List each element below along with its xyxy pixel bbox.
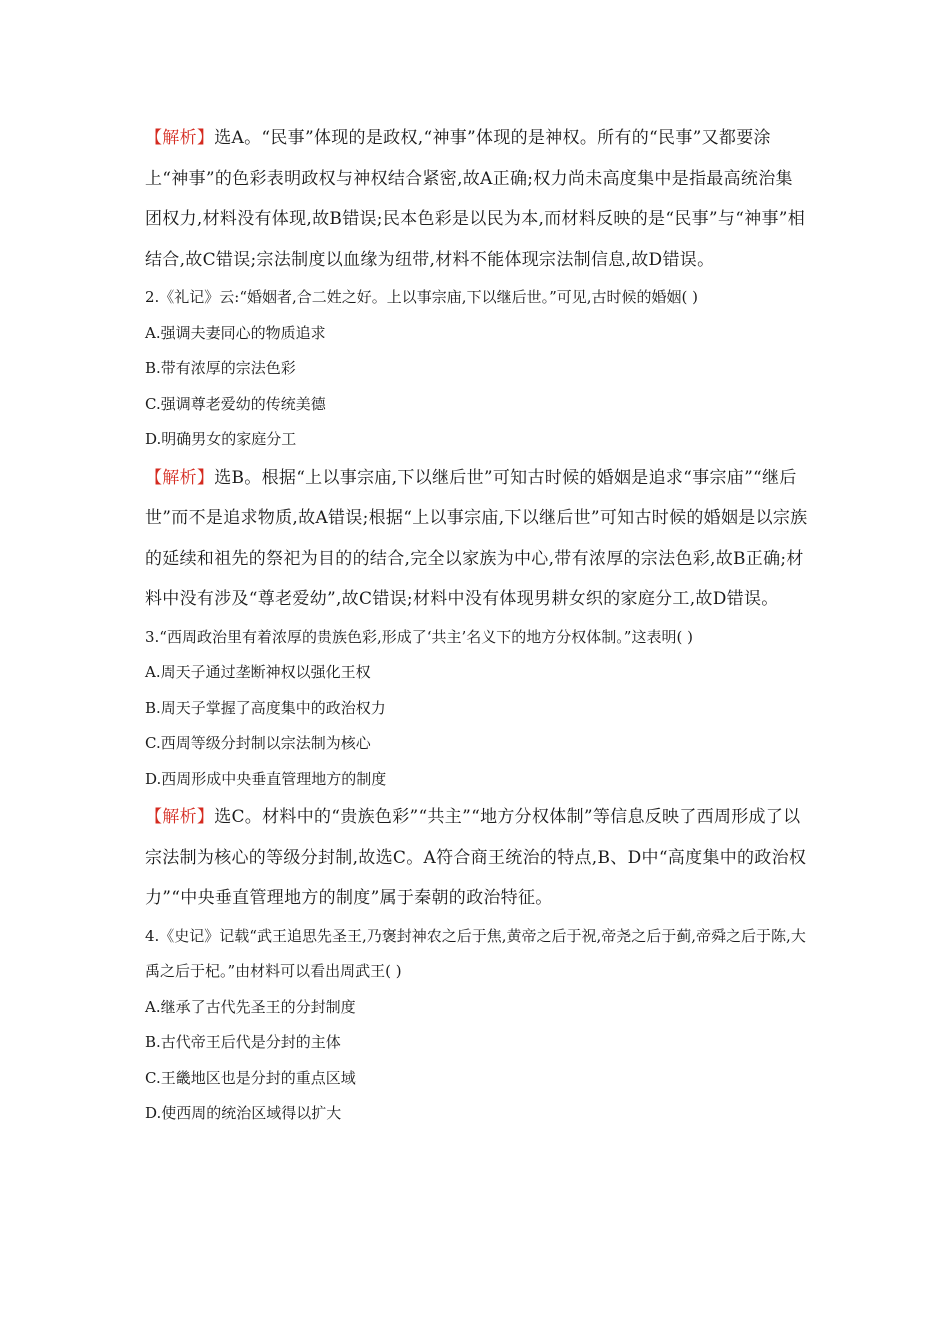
analysis-1	[145, 118, 810, 280]
analysis-3	[145, 797, 810, 919]
question-4-option-b: B.古代帝王后代是分封的主体	[145, 1033, 341, 1051]
analysis-text: 选B。根据“上以事宗庙,下以继后世”可知古时候的婚姻是追求“事宗庙”“继后世”而不是追求物质,故A错误;根据“上以事宗庙,下以继后世”可知古时候的婚姻是以宗族的延续和祖先的祭祀为目的的结合,完全以家族为中心,带有浓厚的宗法色彩,故B正确;材料中没有涉及“尊老爱幼”,故C错误;材料中没有体现男耕女织的家庭分工,故D错误。	[145, 467, 808, 609]
analysis-text: 选C。材料中的“贵族色彩”“共主”“地方分权体制”等信息反映了西周形成了以宗法制为核心的等级分封制,故选C。A符合商王统治的特点,B、D中“高度集中的政治权力”“中央垂直管理地方的制度”属于秦朝的政治特征。	[145, 807, 807, 908]
analysis-tag: 【解析】	[145, 467, 215, 488]
document-page	[145, 118, 810, 1132]
question-4-option-a: A.继承了古代先圣王的分封制度	[145, 997, 356, 1016]
question-2-option-d: D.明确男女的家庭分工	[145, 430, 297, 448]
question-4-option-d: D.使西周的统治区域得以扩大	[145, 1104, 342, 1122]
question-2-stem: 2.《礼记》云:“婚姻者,合二姓之好。上以事宗庙,下以继后世。”可见,古时候的婚姻( )	[145, 288, 698, 306]
question-3-option-c: C.西周等级分封制以宗法制为核心	[145, 734, 371, 752]
question-2-option-a: A.强调夫妻同心的物质追求	[145, 323, 326, 342]
question-4-stem: 4.《史记》记载“武王追思先圣王,乃褒封神农之后于焦,黄帝之后于祝,帝尧之后于蓟,帝舜之后于陈,大禹之后于杞。”由材料可以看出周武王( )	[145, 926, 806, 980]
question-3-option-b: B.周天子掌握了高度集中的政治权力	[145, 698, 386, 717]
question-3-option-d: D.西周形成中央垂直管理地方的制度	[145, 769, 387, 788]
question-3-option-a: A.周天子通过垄断神权以强化王权	[145, 663, 371, 681]
analysis-text: 选A。“民事”体现的是政权,“神事”体现的是神权。所有的“民事”又都要涂上“神事”的色彩表明政权与神权结合紧密,故A正确;权力尚未高度集中是指最高统治集团权力,材料没有体现,故B错误;民本色彩是以民为本,而材料反映的是“民事”与“神事”相结合,故C错误;宗法制度以血缘为纽带,材料不能体现宗法制信息,故D错误。	[145, 128, 806, 270]
question-3-stem: 3.“西周政治里有着浓厚的贵族色彩,形成了‘共主’名义下的地方分权体制。”这表明( )	[145, 627, 693, 646]
analysis-2	[145, 458, 810, 620]
analysis-tag: 【解析】	[145, 807, 215, 827]
analysis-tag: 【解析】	[145, 128, 215, 148]
question-2-option-b: B.带有浓厚的宗法色彩	[145, 359, 296, 377]
question-4-option-c: C.王畿地区也是分封的重点区域	[145, 1068, 356, 1087]
question-2-option-c: C.强调尊老爱幼的传统美德	[145, 394, 326, 413]
